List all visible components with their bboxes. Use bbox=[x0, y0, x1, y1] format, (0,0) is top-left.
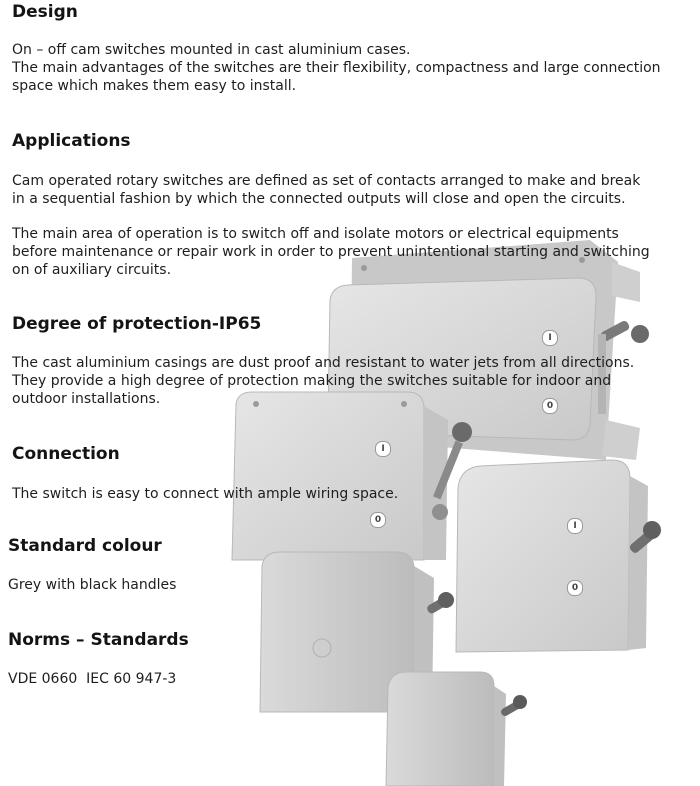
switch-label-off-medium: 0 bbox=[370, 512, 386, 528]
switch-label-on-large: I bbox=[542, 330, 558, 346]
applications-heading: Applications bbox=[12, 131, 131, 151]
design-line-2: The main advantages of the switches are their flexibility, compactness and large connection bbox=[12, 60, 661, 76]
applications-text-2 bbox=[12, 225, 650, 279]
connection-text: The switch is easy to connect with ample wiring space. bbox=[12, 486, 399, 502]
connection-heading: Connection bbox=[12, 444, 120, 464]
applications-text-1 bbox=[12, 172, 640, 208]
protection-text bbox=[12, 354, 634, 408]
design-heading: Design bbox=[12, 2, 78, 22]
norms-heading: Norms – Standards bbox=[8, 630, 189, 650]
applications-line-5: on of auxiliary circuits. bbox=[12, 262, 172, 278]
colour-heading: Standard colour bbox=[8, 536, 162, 556]
switch-label-on-right: I bbox=[567, 518, 583, 534]
protection-line-2: They provide a high degree of protection making the switches suitable for indoor and bbox=[12, 373, 612, 389]
applications-line-2: in a sequential fashion by which the connected outputs will close and open the circuits. bbox=[12, 191, 626, 207]
design-line-1: On – off cam switches mounted in cast aluminium cases. bbox=[12, 42, 411, 58]
design-text bbox=[12, 41, 661, 95]
applications-line-3: The main area of operation is to switch off and isolate motors or electrical equipments bbox=[12, 226, 619, 242]
protection-line-3: outdoor installations. bbox=[12, 391, 161, 407]
protection-heading: Degree of protection-IP65 bbox=[12, 314, 262, 334]
switch-label-off-large: 0 bbox=[542, 398, 558, 414]
switch-label-off-right: 0 bbox=[567, 580, 583, 596]
applications-line-4: before maintenance or repair work in order to prevent unintentional starting and switching bbox=[12, 244, 650, 260]
switch-label-on-medium: I bbox=[375, 441, 391, 457]
colour-text: Grey with black handles bbox=[8, 577, 177, 593]
protection-line-1: The cast aluminium casings are dust proof and resistant to water jets from all directions. bbox=[12, 355, 635, 371]
applications-line-1: Cam operated rotary switches are defined as set of contacts arranged to make and break bbox=[12, 173, 641, 189]
design-line-3: space which makes them easy to install. bbox=[12, 78, 297, 94]
norms-text: VDE 0660 IEC 60 947-3 bbox=[8, 671, 177, 687]
